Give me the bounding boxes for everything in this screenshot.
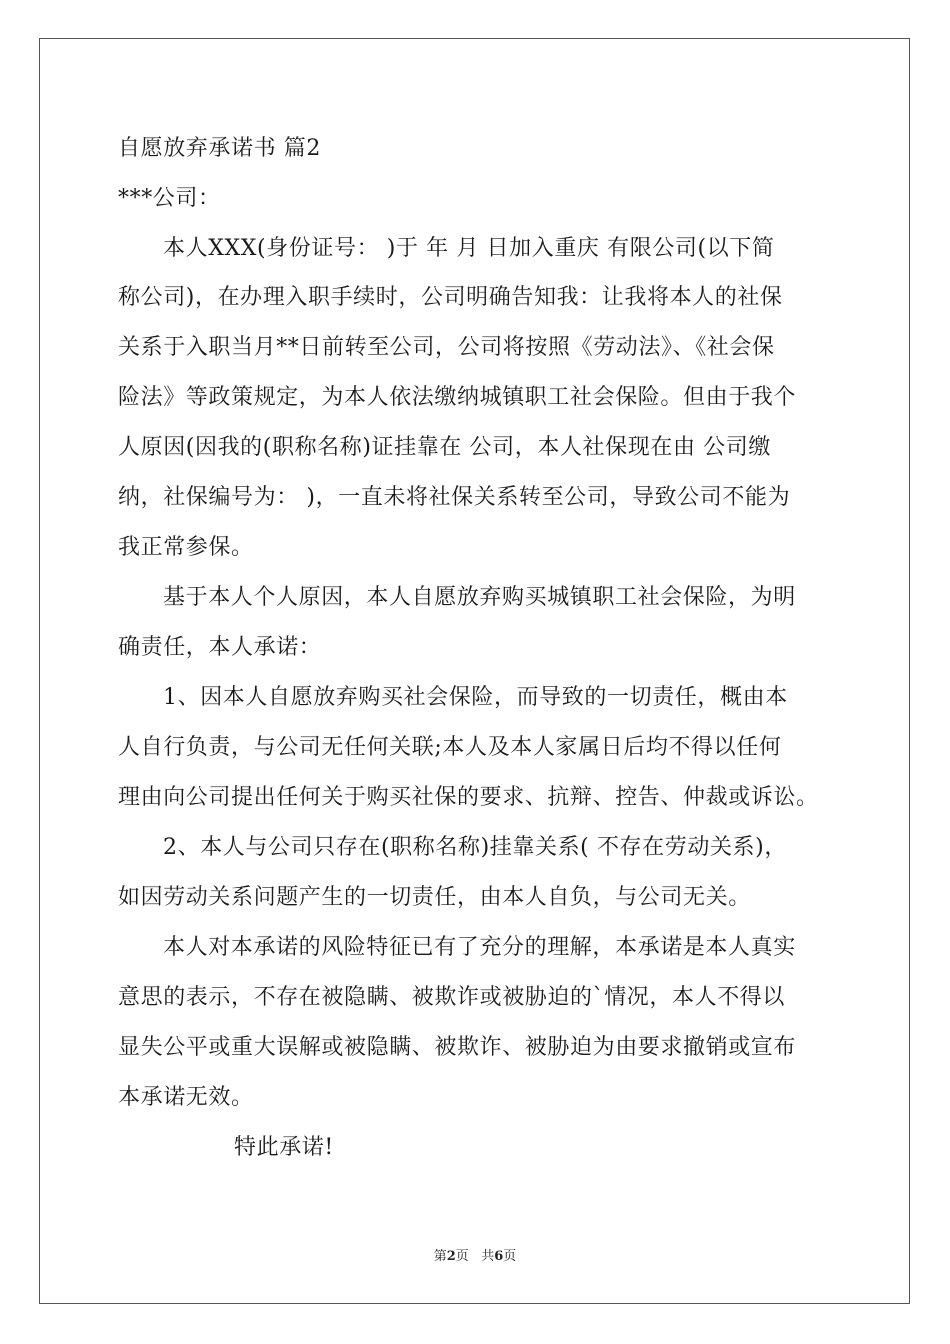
body-line: 关系于入职当月**日前转至公司，公司将按照《劳动法》、《社会保 xyxy=(118,335,775,360)
page-footer xyxy=(0,1248,950,1266)
body-line: 纳，社保编号为： )，一直未将社保关系转至公司，导致公司不能为 xyxy=(118,485,791,510)
body-line: 称公司)，在办理入职手续时，公司明确告知我：让我将本人的社保 xyxy=(118,285,783,310)
body-line: 如因劳动关系问题产生的一切责任，由本人自负，与公司无关。 xyxy=(118,885,751,910)
salutation: ***公司： xyxy=(118,186,221,211)
page-number: 2 xyxy=(446,1249,456,1264)
body-line: 显失公平或重大误解或被隐瞒、被欺诈、被胁迫为由要求撤销或宣布 xyxy=(118,1035,797,1060)
body-line: 本承诺无效。 xyxy=(118,1085,254,1110)
total-pages: 6 xyxy=(494,1249,504,1264)
body-line: 人原因(因我的(职称名称)证挂靠在 公司，本人社保现在由 公司缴 xyxy=(118,435,771,460)
body-line: 险法》等政策规定，为本人依法缴纳城镇职工社会保险。但由于我个 xyxy=(118,385,797,410)
closing-statement: 特此承诺! xyxy=(234,1135,334,1160)
body-line: 意思的表示，不存在被隐瞒、被欺诈或被胁迫的`情况，本人不得以 xyxy=(118,985,786,1010)
document-heading: 自愿放弃承诺书 篇2 xyxy=(118,136,321,161)
body-line: 2、本人与公司只存在(职称名称)挂靠关系( 不存在劳动关系)， xyxy=(163,835,787,860)
total-suffix: 页 xyxy=(503,1249,517,1264)
page-suffix: 页 xyxy=(455,1249,469,1264)
total-prefix: 共 xyxy=(481,1249,495,1264)
body-line: 人自行负责，与公司无任何关联;本人及本人家属日后均不得以任何 xyxy=(118,735,782,760)
body-line: 理由向公司提出任何关于购买社保的要求、抗辩、控告、仲裁或诉讼。 xyxy=(118,785,819,810)
body-line: 基于本人个人原因，本人自愿放弃购买城镇职工社会保险，为明 xyxy=(163,585,796,610)
body-line: 确责任，本人承诺： xyxy=(118,635,322,660)
body-line: 本人XXX(身份证号： )于 年 月 日加入重庆 有限公司(以下简 xyxy=(163,236,775,261)
body-line: 本人对本承诺的风险特征已有了充分的理解，本承诺是本人真实 xyxy=(163,935,796,960)
page-prefix: 第 xyxy=(433,1249,447,1264)
page-border xyxy=(39,38,910,1304)
body-line: 我正常参保。 xyxy=(118,535,254,560)
body-line: 1、因本人自愿放弃购买社会保险，而导致的一切责任，概由本 xyxy=(163,685,788,710)
